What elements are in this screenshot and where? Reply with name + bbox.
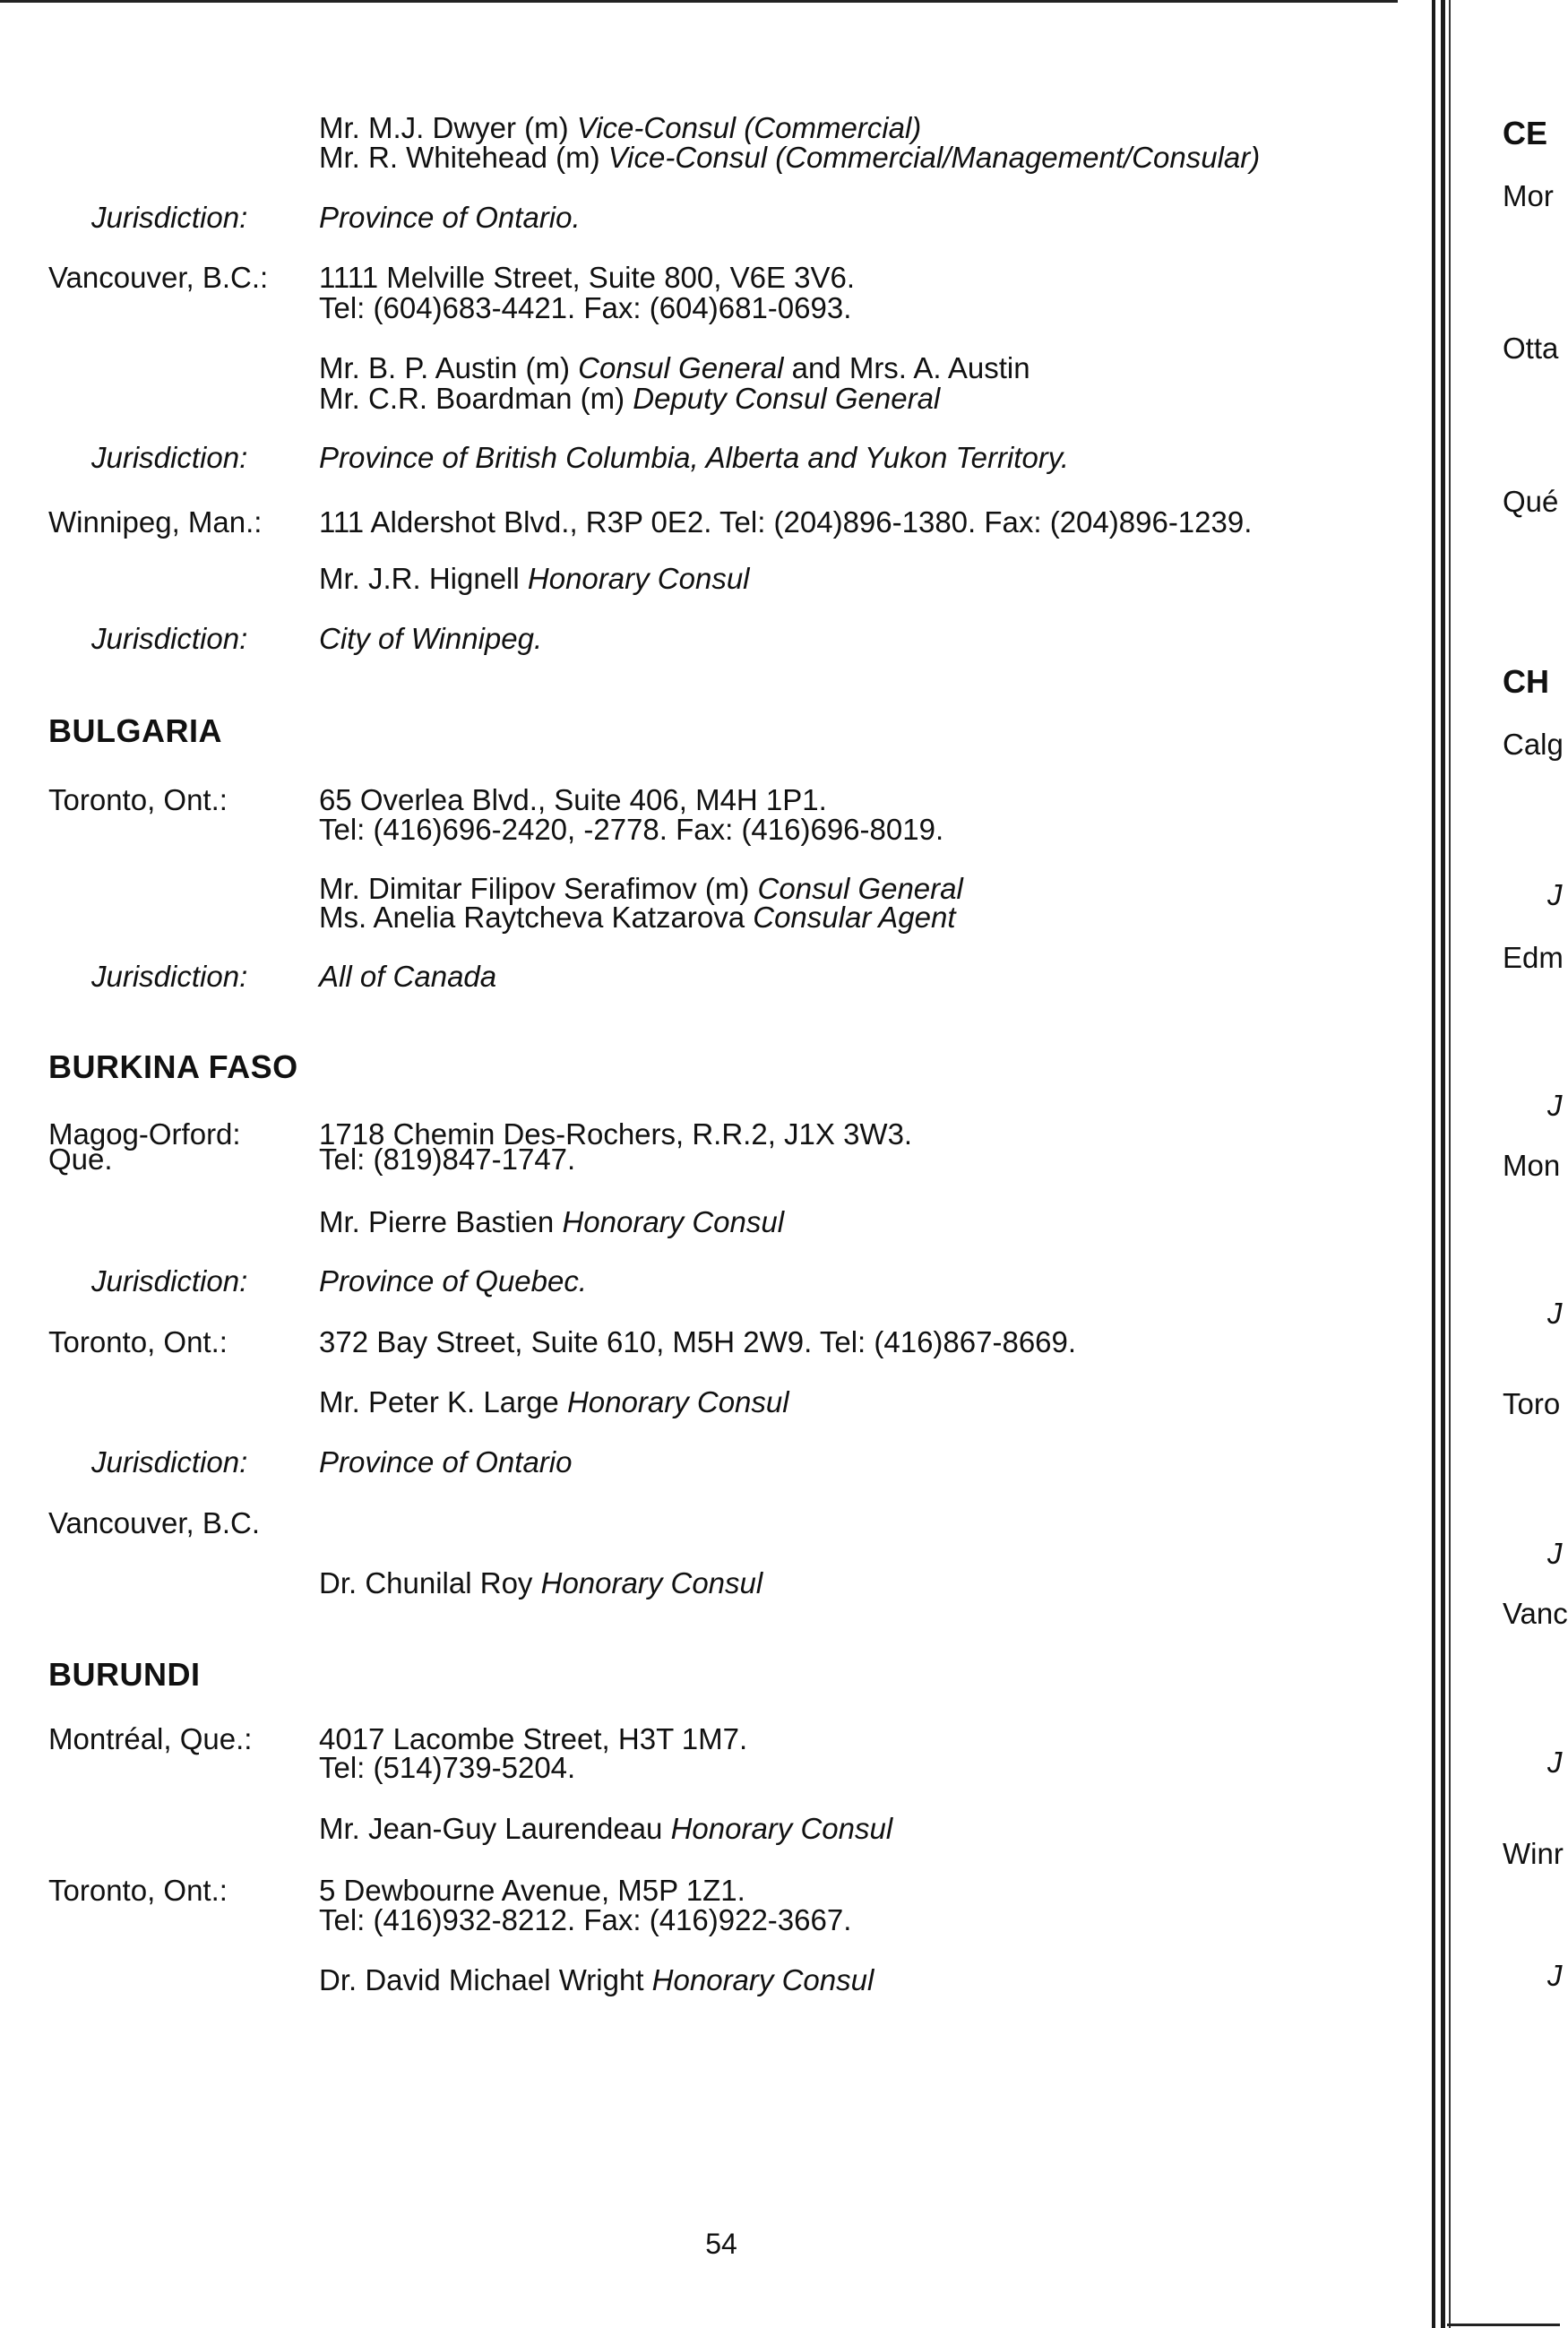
office-address: 4017 Lacombe Street, H3T 1M7. bbox=[319, 1722, 748, 1755]
person-title: Honorary Consul bbox=[566, 1385, 789, 1418]
person-name: Mr. Pierre Bastien bbox=[319, 1205, 563, 1238]
person-title: Vice-Consul (Commercial) bbox=[576, 111, 922, 144]
jurisdiction-text: Province of Ontario bbox=[319, 1445, 573, 1479]
office-phone: Tel: (416)696-2420, -2778. Fax: (416)696-8019. bbox=[319, 813, 944, 846]
jurisdiction-label: Jurisdiction: bbox=[91, 1264, 248, 1298]
office-phone: Tel: (416)932-8212. Fax: (416)922-3667. bbox=[319, 1903, 852, 1936]
person-title: Honorary Consul bbox=[527, 562, 750, 595]
page-number: 54 bbox=[705, 2228, 737, 2260]
office-address: 111 Aldershot Blvd., R3P 0E2. Tel: (204)896-1380. Fax: (204)896-1239. bbox=[319, 505, 1253, 539]
gutter-line bbox=[1432, 0, 1435, 2328]
adjacent-text-fragment: Mon bbox=[1503, 1149, 1561, 1182]
adjacent-text-fragment: Vanc bbox=[1503, 1597, 1568, 1630]
person-title: Honorary Consul bbox=[651, 1963, 874, 1996]
adjacent-heading-fragment: CH bbox=[1503, 663, 1549, 700]
adjacent-text-fragment: J bbox=[1547, 1959, 1563, 1992]
office-city: Vancouver, B.C.: bbox=[48, 261, 269, 294]
person-title: Deputy Consul General bbox=[633, 382, 941, 415]
adjacent-text-fragment: J bbox=[1547, 878, 1563, 911]
person-name: Mr. Jean-Guy Laurendeau bbox=[319, 1812, 671, 1845]
adjacent-text-fragment: Edm bbox=[1503, 941, 1564, 974]
office-city: Magog-Orford: bbox=[48, 1117, 241, 1151]
adjacent-page-fragment bbox=[1449, 0, 1568, 2328]
office-phone: Tel: (819)847-1747. bbox=[319, 1142, 576, 1176]
office-address: 1111 Melville Street, Suite 800, V6E 3V6. bbox=[319, 261, 856, 294]
person-title: Consul General bbox=[757, 872, 963, 905]
jurisdiction-text: City of Winnipeg. bbox=[319, 622, 543, 655]
person-title: Vice-Consul (Commercial/Management/Consular) bbox=[607, 141, 1261, 174]
jurisdiction-text: All of Canada bbox=[319, 960, 497, 993]
office-phone: Tel: (604)683-4421. Fax: (604)681-0693. bbox=[319, 291, 852, 324]
country-heading: BURKINA FASO bbox=[48, 1048, 298, 1085]
office-city: Toronto, Ont.: bbox=[48, 1874, 228, 1907]
country-heading: BULGARIA bbox=[48, 712, 222, 749]
jurisdiction-label: Jurisdiction: bbox=[91, 622, 248, 655]
office-city: Toronto, Ont.: bbox=[48, 1325, 228, 1358]
office-city: Vancouver, B.C. bbox=[48, 1506, 261, 1539]
jurisdiction-label: Jurisdiction: bbox=[91, 441, 248, 474]
person-name: Ms. Anelia Raytcheva Katzarova bbox=[319, 901, 754, 934]
office-city: Winnipeg, Man.: bbox=[48, 505, 263, 539]
office-address: 5 Dewbourne Avenue, M5P 1Z1. bbox=[319, 1874, 745, 1907]
country-heading: BURUNDI bbox=[48, 1656, 201, 1693]
office-address: 1718 Chemin Des-Rochers, R.R.2, J1X 3W3. bbox=[319, 1117, 913, 1151]
adjacent-text-fragment: Calg bbox=[1503, 728, 1564, 761]
adjacent-text-fragment: Toro bbox=[1503, 1387, 1561, 1420]
gutter-line bbox=[1441, 0, 1445, 2328]
person-name: Mr. M.J. Dwyer (m) bbox=[319, 111, 577, 144]
person-title: Honorary Consul bbox=[562, 1205, 785, 1238]
adjacent-text-fragment: J bbox=[1547, 1746, 1563, 1779]
person-name: Mr. J.R. Hignell bbox=[319, 562, 528, 595]
jurisdiction-label: Jurisdiction: bbox=[91, 960, 248, 993]
office-province: Que. bbox=[48, 1142, 113, 1176]
jurisdiction-text: Province of British Columbia, Alberta and Yukon Territory. bbox=[319, 441, 1070, 474]
adjacent-page-edge bbox=[1449, 0, 1451, 2328]
person-name: and Mrs. A. Austin bbox=[783, 351, 1030, 384]
office-city: Montréal, Que.: bbox=[48, 1722, 253, 1755]
office-address: 372 Bay Street, Suite 610, M5H 2W9. Tel: (416)867-8669. bbox=[319, 1325, 1077, 1358]
person-title: Consul General bbox=[578, 351, 784, 384]
adjacent-text-fragment: J bbox=[1547, 1537, 1563, 1570]
person-name: Mr. Peter K. Large bbox=[319, 1385, 567, 1418]
jurisdiction-text: Province of Ontario. bbox=[319, 201, 581, 234]
person-name: Dr. Chunilal Roy bbox=[319, 1566, 541, 1599]
adjacent-text-fragment: Winr bbox=[1503, 1837, 1564, 1870]
jurisdiction-label: Jurisdiction: bbox=[91, 1445, 248, 1479]
person-title: Honorary Consul bbox=[670, 1812, 893, 1845]
person-title: Honorary Consul bbox=[540, 1566, 763, 1599]
office-city: Toronto, Ont.: bbox=[48, 783, 228, 816]
adjacent-text-fragment: Otta bbox=[1503, 332, 1559, 365]
adjacent-text-fragment: J bbox=[1547, 1089, 1563, 1122]
person-name: Dr. David Michael Wright bbox=[319, 1963, 652, 1996]
adjacent-bottom-rule bbox=[1447, 2324, 1560, 2326]
adjacent-text-fragment: Mor bbox=[1503, 179, 1554, 212]
person-name: Mr. R. Whitehead (m) bbox=[319, 141, 608, 174]
person-name: Mr. C.R. Boardman (m) bbox=[319, 382, 633, 415]
person-title: Consular Agent bbox=[753, 901, 956, 934]
office-address: 65 Overlea Blvd., Suite 406, M4H 1P1. bbox=[319, 783, 827, 816]
person-name: Mr. B. P. Austin (m) bbox=[319, 351, 579, 384]
office-phone: Tel: (514)739-5204. bbox=[319, 1751, 576, 1784]
adjacent-text-fragment: J bbox=[1547, 1297, 1563, 1330]
adjacent-heading-fragment: CE bbox=[1503, 115, 1548, 151]
adjacent-text-fragment: Qué bbox=[1503, 485, 1559, 518]
jurisdiction-label: Jurisdiction: bbox=[91, 201, 248, 234]
person-name: Mr. Dimitar Filipov Serafimov (m) bbox=[319, 872, 758, 905]
jurisdiction-text: Province of Quebec. bbox=[319, 1264, 587, 1298]
